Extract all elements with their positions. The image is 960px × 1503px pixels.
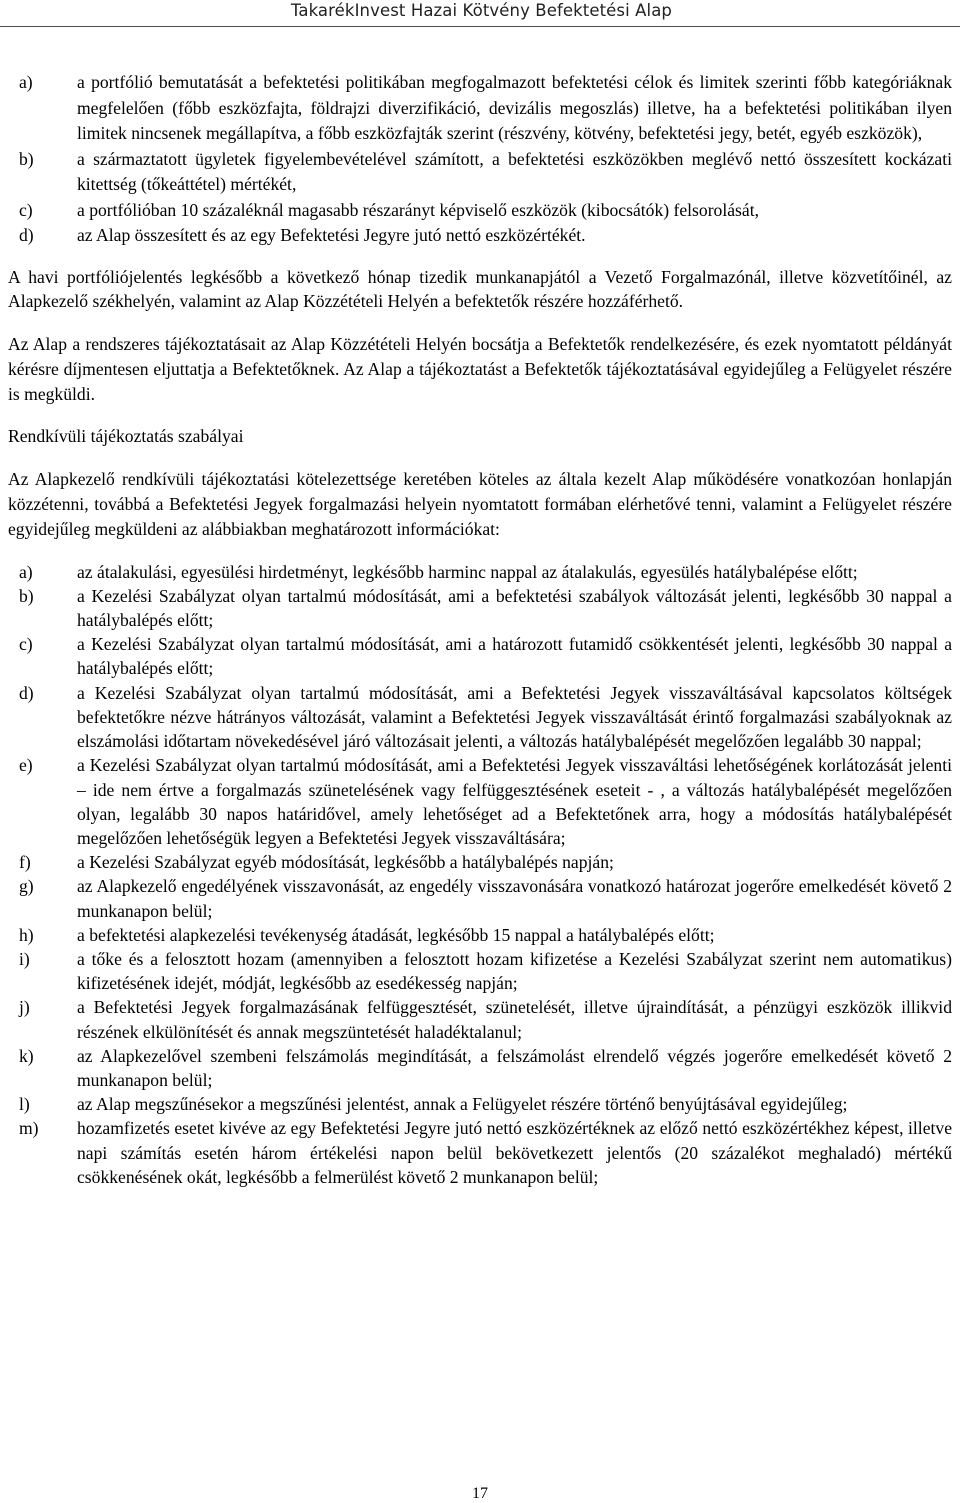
list-item	[8, 850, 952, 874]
list-item-text: a Kezelési Szabályzat egyéb módosítását, legkésőbb a hatálybalépés napján;	[77, 852, 614, 873]
list-marker: l)	[19, 1094, 30, 1115]
list-marker: a)	[19, 72, 33, 92]
list-item	[8, 147, 952, 198]
page-body	[8, 70, 952, 1189]
list-item	[8, 874, 952, 922]
list-marker: a)	[19, 561, 33, 582]
list-item-text: a portfólió bemutatását a befektetési politikában megfogalmazott befektetési célok és limitek szerinti főbb kategóriáknak megfelelően (főbb eszközfajta, földrajzi diverzifikáció, devizális megoszlás) illetve, ha a befektetési politikában ilyen limitek nincsenek megállapítva, a főbb eszközfajták szerint (részvény, kötvény, befektetési jegy, betét, egyéb eszközök),	[77, 72, 952, 143]
page-number: 17	[472, 1485, 488, 1502]
list-item	[8, 1116, 952, 1189]
list-item	[8, 1092, 952, 1116]
list-item	[8, 753, 952, 850]
list-item-text: a Kezelési Szabályzat olyan tartalmú módosítását, ami a Befektetési Jegyek visszaváltási lehetőségének korlátozását jelenti – ide nem értve a forgalmazás szünetelésének vagy felfüggesztésének eseteit - , a változás hatálybalépését megelőzően olyan, legalább 30 napos határidővel, amely lehetőséget ad a Befektetőnek arra, hogy a módosítás hatálybalépését megelőzően lehetőségük legyen a Befektetési Jegyek visszaváltására;	[77, 755, 952, 848]
list-marker: m)	[19, 1118, 39, 1139]
list-marker: j)	[19, 997, 30, 1018]
paragraph-regular-info: Az Alap a rendszeres tájékoztatásait az Alap Közzétételi Helyén bocsátja a Befektetők rendelkezésére, és ezek nyomtatott példányát kérésre díjmentesen eljuttatja a Befektetőknek. Az Alap a tájékoztatást a Befektetők tájékoztatásával egyidejűleg a Felügyelet részére is megküldi.	[8, 334, 952, 404]
extraordinary-info-list	[8, 560, 952, 1189]
list-item	[8, 923, 952, 947]
list-item-text: a tőke és a felosztott hozam (amennyiben a felosztott hozam kifizetése a Kezelési Szabályzat szerint nem automatikus) kifizetésének idejét, módját, legkésőbb az esedékesség napján;	[77, 948, 952, 994]
list-item	[8, 1044, 952, 1092]
list-marker: b)	[19, 585, 34, 606]
list-marker: c)	[19, 634, 33, 655]
list-marker: d)	[19, 225, 34, 245]
list-item-text: az Alap megszűnésekor a megszűnési jelentést, annak a Felügyelet részére történő benyújtásával egyidejűleg;	[77, 1094, 848, 1115]
paragraph-monthly-report: A havi portfóliójelentés legkésőbb a következő hónap tizedik munkanapjától a Vezető Forgalmazónál, illetve közvetítőinél, az Alapkezelő székhelyén, valamint az Alap Közzétételi Helyén a befektetők részére hozzáférhető.	[8, 266, 952, 312]
list-marker: h)	[19, 924, 34, 945]
list-item-text: a befektetési alapkezelési tevékenység átadását, legkésőbb 15 nappal a hatálybalépés előtt;	[77, 924, 715, 945]
section-heading: Rendkívüli tájékoztatás szabályai	[8, 426, 244, 447]
list-item-text: az Alap összesített és az egy Befektetési Jegyre jutó nettó eszközértékét.	[77, 225, 586, 245]
list-item	[8, 198, 952, 224]
list-item-text: az Alapkezelő engedélyének visszavonását, az engedély visszavonására vonatkozó határozat jogerőre emelkedését követő 2 munkanapon belül;	[77, 876, 952, 921]
header-divider	[0, 26, 960, 27]
list-marker: f)	[19, 852, 31, 873]
list-item-text: a Kezelési Szabályzat olyan tartalmú módosítását, ami a befektetési szabályok változását jelenti, legkésőbb 30 nappal a hatálybalépés előtt;	[77, 585, 952, 631]
list-item-text: a származtatott ügyletek figyelembevételével számított, a befektetési eszközökben meglévő nettó összesített kockázati kitettség (tőkeáttétel) mértékét,	[77, 148, 952, 194]
list-marker: i)	[19, 948, 30, 969]
list-item-text: az Alapkezelővel szembeni felszámolás megindítását, a felszámolást elrendelő végzés jogerőre emelkedését követő 2 munkanapon belül;	[77, 1045, 952, 1090]
list-item	[8, 70, 952, 147]
list-item-text: a portfólióban 10 százaléknál magasabb részarányt képviselő eszközök (kibocsátók) felsorolását,	[77, 199, 759, 220]
list-marker: b)	[19, 148, 34, 169]
paragraph-extraordinary-info: Az Alapkezelő rendkívüli tájékoztatási kötelezettsége keretében köteles az általa kezelt Alap működésére vonatkozóan honlapján közzétenni, továbbá a Befektetési Jegyek forgalmazási helyein nyomtatott formában elérhetővé tenni, valamint a Felügyelet részére egyidejűleg megküldeni az alábbiakban meghatározott információkat:	[8, 469, 952, 539]
list-item	[8, 995, 952, 1043]
list-marker: d)	[19, 682, 34, 703]
list-item-text: hozamfizetés esetet kivéve az egy Befektetési Jegyre jutó nettó eszközértéknek az előző nettó eszközértékhez képest, illetve napi számítás esetén három értékelési napon belül bekövetkezett jelentős (20 százalékot meghaladó) mértékű csökkenésének okát, legkésőbb a felmerülést követő 2 munkanapon belül;	[77, 1118, 952, 1187]
list-marker: k)	[19, 1045, 34, 1066]
report-contents-list	[8, 70, 952, 249]
list-item	[8, 584, 952, 632]
list-item-text: az átalakulási, egyesülési hirdetményt, legkésőbb harminc nappal az átalakulás, egyesülés hatálybalépése előtt;	[77, 561, 858, 582]
list-marker: c)	[19, 199, 33, 220]
list-item-text: a Kezelési Szabályzat olyan tartalmú módosítását, ami a Befektetési Jegyek visszaváltásával kapcsolatos költségek befektetőkre nézve hátrányos változását, valamint a Befektetési Jegyek visszaváltását érintő forgalmazási szabályoknak az elszámolási időtartam növekedésével járó változásait jelenti, a változás hatálybalépését megelőzően legalább 30 nappal;	[77, 682, 952, 752]
list-item-text: a Befektetési Jegyek forgalmazásának felfüggesztését, szünetelését, illetve újraindítását, a pénzügyi eszközök illikvid részének elkülönítését és annak megszüntetését haladéktalanul;	[77, 997, 952, 1042]
list-item	[8, 947, 952, 995]
list-item	[8, 223, 952, 249]
list-item	[8, 632, 952, 680]
list-item	[8, 560, 952, 584]
running-header-title: TakarékInvest Hazai Kötvény Befektetési Alap	[290, 1, 672, 20]
list-marker: e)	[19, 755, 33, 776]
list-marker: g)	[19, 876, 34, 897]
list-item	[8, 681, 952, 754]
list-item-text: a Kezelési Szabályzat olyan tartalmú módosítását, ami a határozott futamidő csökkentését jelenti, legkésőbb 30 nappal a hatálybalépés előtt;	[77, 634, 952, 679]
